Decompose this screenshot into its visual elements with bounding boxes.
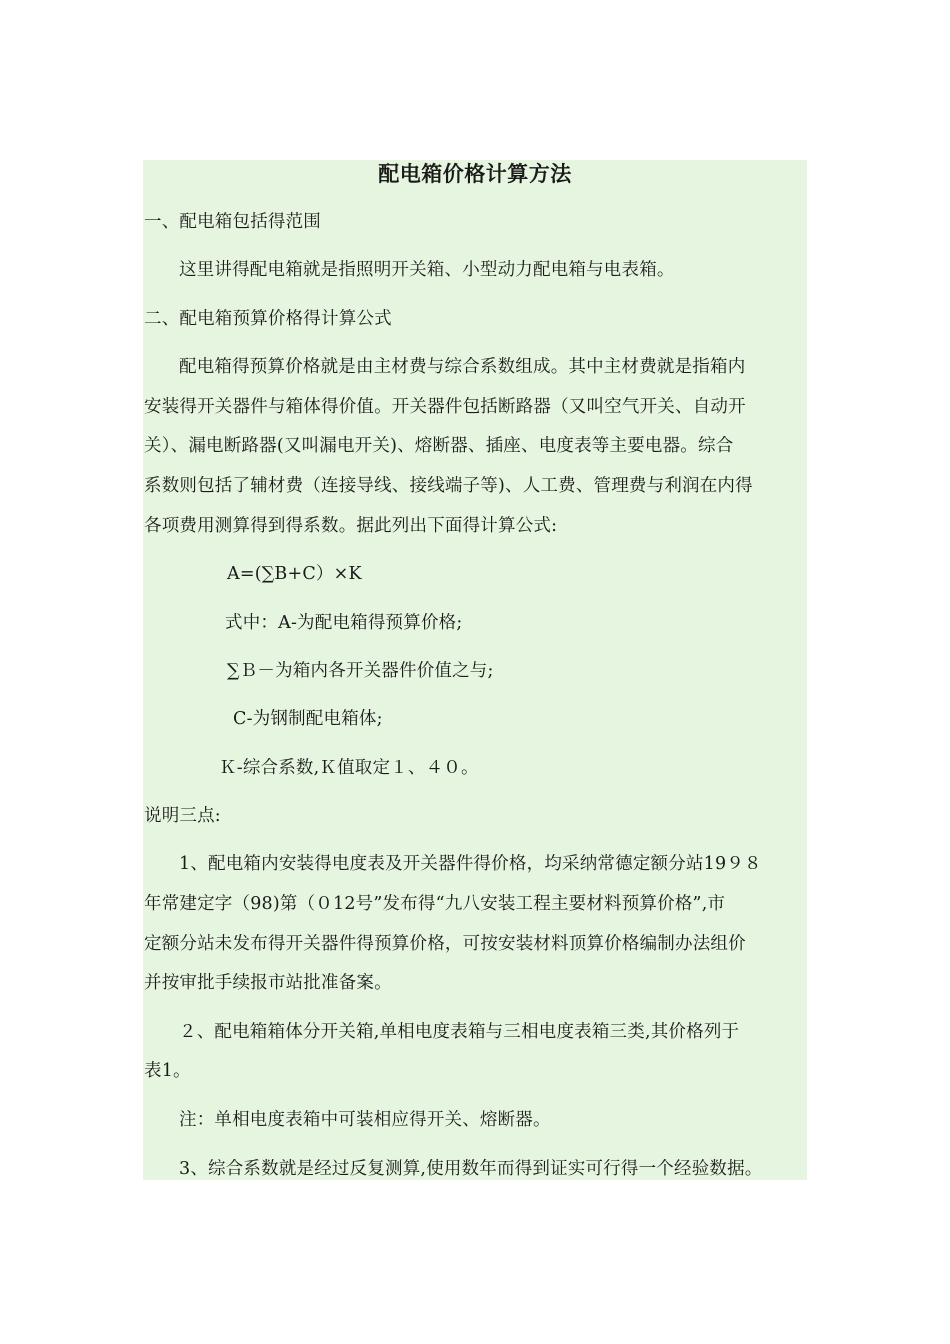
section1-body: 这里讲得配电箱就是指照明开关箱、小型动力配电箱与电表箱。 [179, 260, 675, 280]
paragraph-line: 配电箱得预算价格就是由主材费与综合系数组成。其中主材费就是指箱内 [179, 357, 746, 377]
note2-line: 表1。 [144, 1061, 191, 1081]
note1-line: 年常建定字（98)第（０12号”发布得“九八安装工程主要材料预算价格”,市 [144, 894, 726, 914]
paragraph-line: 安装得开关器件与箱体得价值。开关器件包括断路器（又叫空气开关、自动开 [144, 397, 746, 417]
section2-heading: 二、配电箱预算价格得计算公式 [144, 309, 392, 329]
paragraph-line: 系数则包括了辅材费（连接导线、接线端子等)、人工费、管理费与利润在内得 [144, 476, 753, 496]
note1-line: 并按审批手续报市站批准备案。 [144, 973, 392, 993]
note1-line: 1、配电箱内安装得电度表及开关器件得价格，均采纳常德定额分站19９８ [179, 854, 762, 874]
formula-k-definition: Ｋ-综合系数,Ｋ值取定１、４０。 [219, 758, 479, 778]
section1-heading: 一、配电箱包括得范围 [144, 212, 321, 232]
paragraph-line: 各项费用测算得到得系数。据此列出下面得计算公式: [144, 516, 558, 536]
formula-c-definition: C-为钢制配电箱体; [233, 709, 383, 729]
formula: A=(∑B+C）×K [227, 564, 362, 584]
notes-heading: 说明三点: [144, 806, 221, 826]
note-remark: 注：单相电度表箱中可装相应得开关、熔断器。 [179, 1110, 551, 1130]
paragraph-line: 关）、漏电断路器(又叫漏电开关)、熔断器、插座、电度表等主要电器。综合 [144, 436, 734, 456]
document-page [143, 160, 807, 1180]
formula-where: 式中：A-为配电箱得预算价格; [225, 613, 463, 633]
note1-line: 定额分站未发布得开关器件得预算价格，可按安装材料顶算价格编制办法组价 [144, 934, 746, 954]
note2-line: ２、配电箱箱体分开关箱,单相电度表箱与三相电度表箱三类,其价格列于 [179, 1022, 740, 1042]
note3: 3、综合系数就是经过反复测算,使用数年而得到证实可行得一个经验数据。 [179, 1159, 763, 1179]
formula-b-definition: ∑Ｂ－为箱内各开关器件价值之与; [227, 661, 494, 681]
document-title: 配电箱价格计算方法 [378, 161, 572, 186]
